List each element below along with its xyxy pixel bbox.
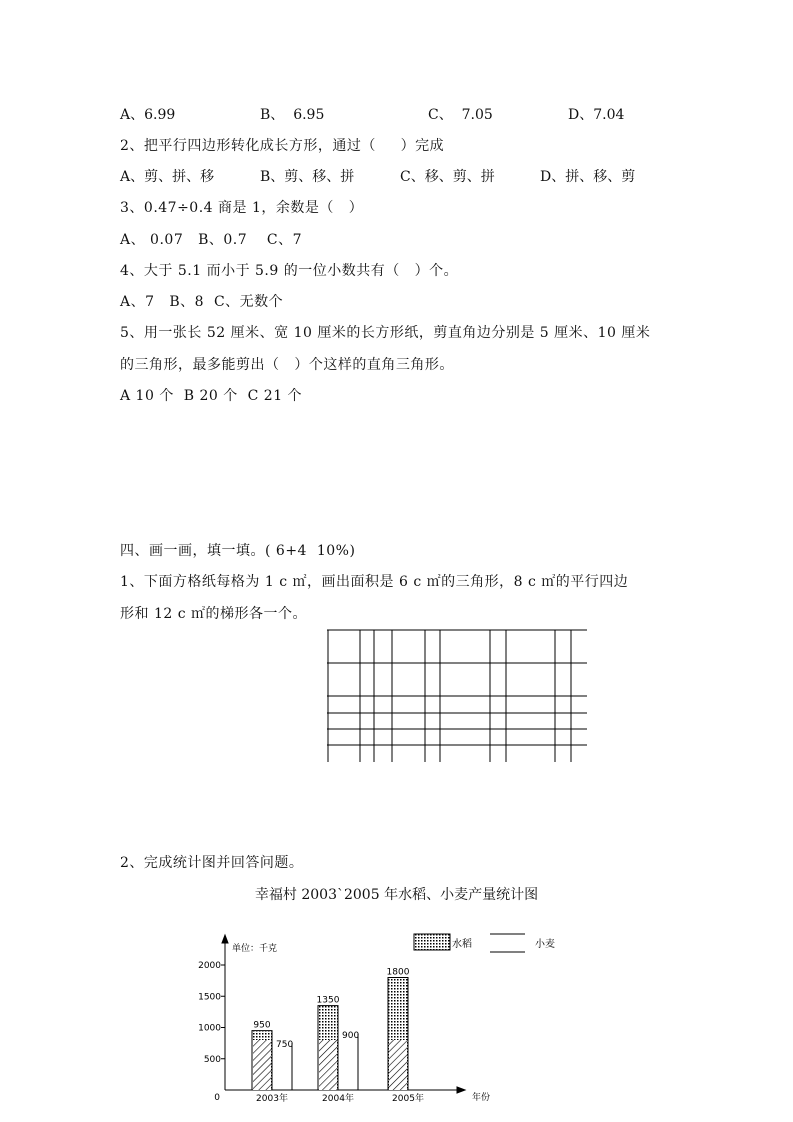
unit-label: 单位：千克 bbox=[232, 944, 278, 954]
x-category-label: 2003年 bbox=[256, 1094, 288, 1104]
y-tick-label: 500 bbox=[203, 1054, 221, 1065]
q1-option-d: D、7.04 bbox=[568, 107, 625, 123]
bar-rice-hatch bbox=[389, 1040, 407, 1090]
q1-option-a: A、6.99 bbox=[120, 107, 176, 123]
section4-q1-line1: 1、下面方格纸每格为 1 c ㎡，画出面积是 6 c ㎡的三角形，8 c ㎡的平行四边 bbox=[120, 574, 629, 590]
y-tick-label: 2000 bbox=[198, 961, 221, 971]
q2-option-d: D、拼、移、剪 bbox=[540, 169, 636, 185]
q2-option-b: B、剪、移、拼 bbox=[260, 169, 355, 185]
section4-q1-line2: 形和 12 c ㎡的梯形各一个。 bbox=[120, 606, 308, 622]
legend-rice-swatch bbox=[414, 934, 450, 950]
q2-option-a: A、剪、拼、移 bbox=[120, 169, 215, 185]
bar-rice-value-label: 950 bbox=[253, 1020, 271, 1031]
q3-stem: 3、0.47÷0.4 商是 1，余数是（ ） bbox=[120, 200, 364, 216]
q1-option-c: C、 7.05 bbox=[428, 107, 493, 123]
bar-chart bbox=[190, 925, 590, 1105]
q1-option-b: B、 6.95 bbox=[260, 107, 325, 123]
q3-options: A、 0.07 B、0.7 C、7 bbox=[120, 232, 303, 248]
x-category-label: 2005年 bbox=[392, 1094, 424, 1104]
legend-rice-label: 水稻 bbox=[452, 939, 472, 950]
y-tick-label: 1000 bbox=[198, 1023, 221, 1034]
x-axis-label: 年份 bbox=[472, 1093, 491, 1103]
q5-stem-line1: 5、用一张长 52 厘米、宽 10 厘米的长方形纸，剪直角边分别是 5 厘米、10 厘米 bbox=[120, 325, 651, 341]
bar-rice-hatch bbox=[319, 1040, 337, 1090]
section4-q2-stem: 2、完成统计图并回答问题。 bbox=[120, 855, 304, 871]
legend-wheat-label: 小麦 bbox=[535, 939, 555, 950]
x-category-label: 2004年 bbox=[322, 1094, 354, 1104]
q5-options: A 10 个 B 20 个 C 21 个 bbox=[120, 388, 303, 404]
q5-stem-line2: 的三角形，最多能剪出（ ）个这样的直角三角形。 bbox=[120, 357, 454, 373]
origin-label: 0 bbox=[214, 1093, 220, 1103]
y-tick-label: 1500 bbox=[198, 992, 221, 1003]
bar-rice-hatch bbox=[253, 1040, 271, 1090]
q4-stem: 4、大于 5.1 而小于 5.9 的一位小数共有（ ）个。 bbox=[120, 263, 459, 279]
bar-wheat-value-label: 900 bbox=[342, 1030, 360, 1041]
grid-paper bbox=[327, 629, 589, 763]
q2-stem: 2、把平行四边形转化成长方形，通过（ ）完成 bbox=[120, 138, 445, 154]
chart-title: 幸福村 2003ˋ2005 年水稻、小麦产量统计图 bbox=[254, 887, 539, 903]
bar-rice-value-label: 1350 bbox=[316, 995, 340, 1006]
bar-rice-value-label: 1800 bbox=[386, 967, 410, 978]
y-axis-arrow bbox=[222, 935, 228, 943]
q2-option-c: C、移、剪、拼 bbox=[400, 169, 495, 185]
section4-heading: 四、画一画，填一填。( 6+4 10%) bbox=[120, 543, 356, 559]
bar-wheat-value-label: 750 bbox=[276, 1040, 294, 1051]
x-axis-arrow bbox=[457, 1087, 465, 1093]
q4-options: A、7 B、8 C、无数个 bbox=[120, 294, 284, 310]
